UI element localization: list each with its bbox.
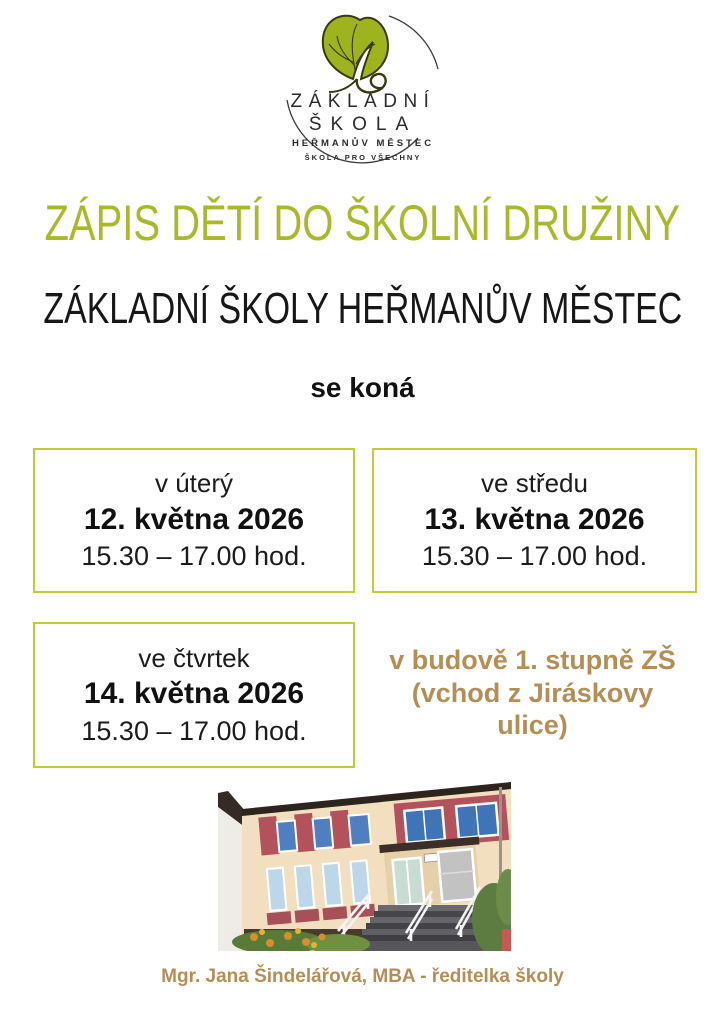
flower xyxy=(295,928,301,934)
session-date: 14. května 2026 xyxy=(83,677,305,711)
linden-leaf-icon xyxy=(323,16,388,93)
location-line2: (vchod z Jiráskovy xyxy=(411,677,654,708)
logo-arc-top-right xyxy=(389,16,438,69)
location-line1: v budově 1. stupně ZŠ xyxy=(389,644,676,675)
page-title xyxy=(0,194,725,252)
window xyxy=(313,817,334,848)
window-tall xyxy=(267,868,287,911)
neighbor-wall xyxy=(218,807,244,951)
session-box-tuesday xyxy=(33,448,355,593)
flower xyxy=(302,938,310,946)
grey-door xyxy=(438,849,476,902)
window-apron xyxy=(322,906,347,920)
flower xyxy=(284,932,292,940)
flower xyxy=(311,942,317,948)
window-tall xyxy=(295,865,315,908)
session-box-wednesday xyxy=(372,448,697,593)
principal-signature: Mgr. Jana Šindelářová, MBA - ředitelka školy xyxy=(161,966,564,987)
window-apron xyxy=(295,909,320,923)
page-title-text: ZÁPIS DĚTÍ DO ŠKOLNÍ DRUŽINY xyxy=(44,195,681,251)
entrance xyxy=(379,836,484,908)
session-time: 15.30 – 17.00 hod. xyxy=(81,715,307,746)
entrance-sign xyxy=(424,853,438,862)
session-date: 12. května 2026 xyxy=(83,502,305,536)
page-subtitle-text: ZÁKLADNÍ ŠKOLY HEŘMANŮV MĚSTEC xyxy=(43,284,682,333)
planter xyxy=(502,929,511,951)
session-day: v úterý xyxy=(154,468,234,499)
flower xyxy=(266,939,274,947)
page-subtitle xyxy=(0,284,725,334)
session-date: 13. května 2026 xyxy=(424,502,645,536)
session-day: ve čtvrtek xyxy=(138,642,250,673)
window-tall xyxy=(323,863,343,906)
logo-motto: ŠKOLA PRO VŠECHNY xyxy=(304,153,422,162)
stair-step xyxy=(366,923,490,929)
flower xyxy=(319,934,326,941)
building-photo xyxy=(218,779,511,951)
flower xyxy=(259,929,265,935)
location-line3: ulice) xyxy=(497,710,568,741)
session-time: 15.30 – 17.00 hod. xyxy=(81,541,307,572)
window-apron xyxy=(267,911,292,925)
session-box-thursday xyxy=(33,622,355,768)
window xyxy=(348,814,371,846)
school-logo xyxy=(263,8,463,170)
location-note xyxy=(372,622,693,764)
session-time: 15.30 – 17.00 hod. xyxy=(421,541,648,572)
logo-school-name-line1: ZÁKLADNÍ xyxy=(290,91,436,112)
logo-town-name: HEŘMANŮV MĚSTEC xyxy=(291,138,435,149)
session-day: ve středu xyxy=(481,468,588,499)
logo-school-name-line2: ŠKOLA xyxy=(308,114,418,135)
flower xyxy=(250,933,258,941)
window xyxy=(277,820,298,851)
intro-text: se koná xyxy=(310,372,415,403)
